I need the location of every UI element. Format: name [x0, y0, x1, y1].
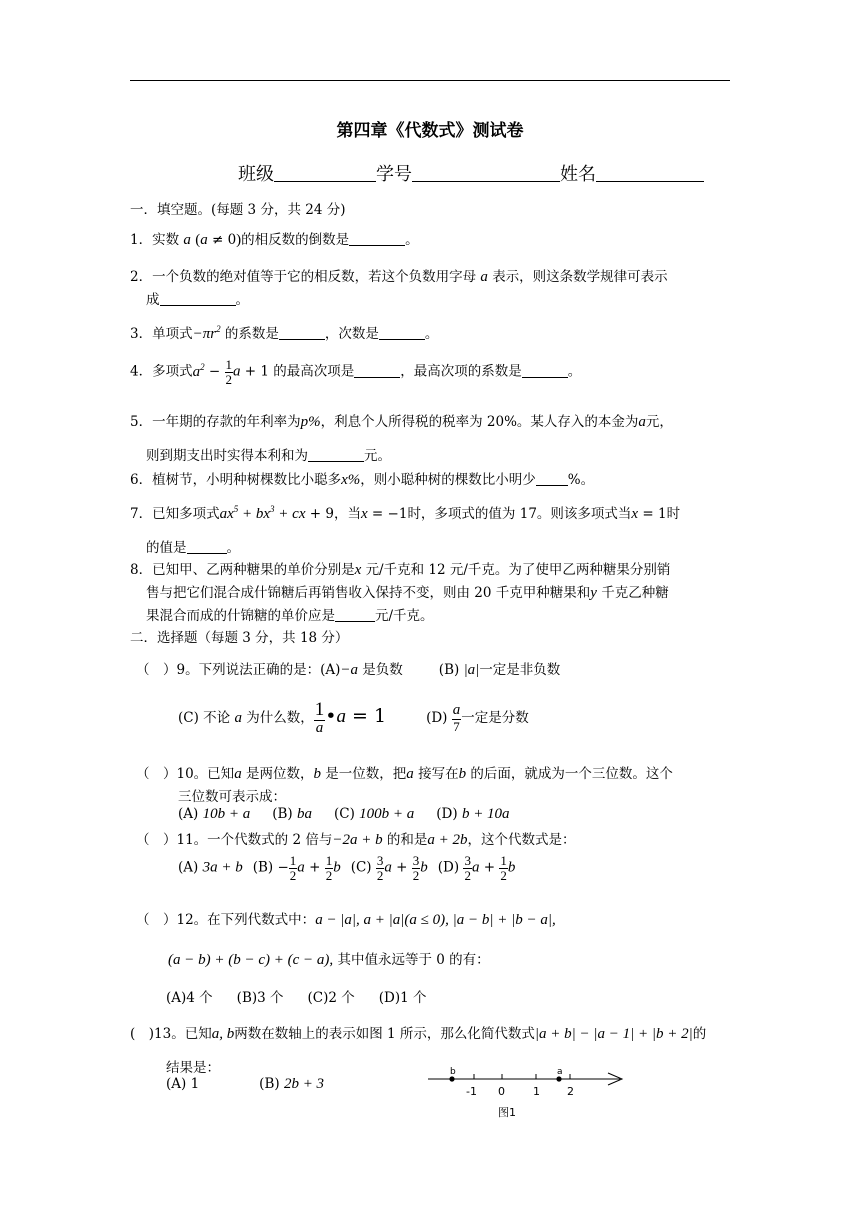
tick-label-0: 0	[498, 1085, 505, 1098]
question-10-line2: 三位数可表示成：	[178, 789, 286, 805]
question-7-line2: 的值是 。	[146, 540, 240, 556]
number-label: 学号	[376, 164, 412, 185]
class-blank[interactable]	[274, 163, 376, 182]
question-9-line1: （ ）9。下列说法正确的是：(A)−a 是负数 (B) |a|一定是非负数	[136, 662, 561, 678]
figure-caption: 图1	[498, 1106, 516, 1119]
question-13-line1: ( )13。已知a, b两数在数轴上的表示如图 1 所示，那么化简代数式|a + b| − |a − 1| + |b + 2|的	[130, 1026, 707, 1042]
question-12-line1: （ ）12。在下列代数式中：a − |a|, a + |a|(a ≤ 0), |a − b| + |b − a|,	[136, 912, 556, 928]
question-10-line1: （ ）10。已知a 是两位数，b 是一位数，把a 接写在b 的后面，就成为一个三位数。这个	[136, 766, 673, 782]
label-b: b	[450, 1067, 456, 1077]
question-8-line2: 售与把它们混合成什锦糖后再销售收入保持不变，则由 20 千克甲种糖果和y 千克乙种糖	[146, 585, 669, 601]
question-1: 1．实数 a (a ≠ 0)的相反数的倒数是 。	[130, 232, 419, 248]
q7-blank[interactable]	[187, 541, 227, 554]
label-a: a	[557, 1067, 563, 1077]
tick-label-2: 2	[567, 1085, 574, 1098]
section2-heading: 二．选择题（每题 3 分，共 18 分）	[130, 630, 349, 646]
question-2-line1: 2．一个负数的绝对值等于它的相反数，若这个负数用字母 a 表示，则这条数学规律可表示	[130, 269, 668, 285]
question-5-line1: 5．一年期的存款的年利率为p%，利息个人所得税的税率为 20%。某人存入的本金为a元，	[130, 414, 673, 430]
q3-blank-1[interactable]	[279, 327, 325, 340]
q4-blank-2[interactable]	[522, 365, 568, 378]
name-blank[interactable]	[596, 163, 704, 182]
question-5-line2: 则到期支出时实得本利和为 元。	[146, 448, 391, 464]
number-blank[interactable]	[412, 163, 560, 182]
question-8-line3: 果混合而成的什锦糖的单价应是 元/千克。	[146, 608, 434, 624]
question-13-options: (A) 1 (B) 2b + 3	[166, 1076, 325, 1092]
number-line-figure	[428, 1064, 628, 1124]
top-rule	[130, 80, 730, 81]
question-2-line2: 成 。	[146, 292, 249, 308]
point-b	[449, 1076, 454, 1081]
question-8-line1: 8．已知甲、乙两种糖果的单价分别是x 元/千克和 12 元/千克。为了使甲乙两种糖果分别销	[130, 562, 671, 578]
question-11: （ ）11。一个代数式的 2 倍与−2a + b 的和是a + 2b，这个代数式是：	[136, 832, 576, 848]
question-10-options: (A) 10b + a (B) ba (C) 100b + a (D) b + 10a	[178, 806, 510, 822]
q1-blank[interactable]	[349, 233, 405, 246]
class-label: 班级	[238, 164, 274, 185]
question-12-line2: (a − b) + (b − c) + (c − a), 其中值永远等于 0 的有：	[168, 952, 490, 968]
q3-blank-2[interactable]	[379, 327, 425, 340]
question-4: 4．多项式$a^2$ − $\frac{1}{2}$ a + 1 的最高次项是 ，最高次项的系数是 。	[130, 357, 582, 387]
question-12-options: (A)4 个 (B)3 个 (C)2 个 (D)1 个	[166, 990, 427, 1006]
question-9-line2: (C) 不论 a 为什么数， $\frac{1}{a}$ •a = 1 (D) $\frac{a}{7}$ 一定是分数	[178, 699, 529, 736]
q5-blank[interactable]	[308, 449, 364, 462]
question-3: 3．单项式$-\pi r^2$ 的系数是 ，次数是 。	[130, 324, 439, 342]
tick-label-1: 1	[533, 1085, 540, 1098]
q6-blank[interactable]	[536, 473, 568, 486]
question-13-line2: 结果是：	[166, 1060, 220, 1076]
student-info-row	[238, 160, 730, 186]
q2-blank[interactable]	[160, 293, 236, 306]
q4-blank-1[interactable]	[354, 365, 400, 378]
question-11-options: (A) 3a + b (B) − $\frac{1}{2}$ a + $\frac{1}{2}$ b (C) $\frac{3}{2}$ a + $\frac{3}{2}$ b (D) $\frac{3}{2}$ a + $\frac{1}{2}$ b	[178, 853, 516, 883]
question-6: 6．植树节，小明种树棵数比小聪多x%，则小聪种树的棵数比小明少 %。	[130, 472, 595, 488]
page-title: 第四章《代数式》测试卷	[336, 121, 524, 141]
name-label: 姓名	[560, 164, 596, 185]
question-7-line1: 7．已知多项式$ax^5 + bx^3$ + cx + 9，当x = −1时，多项式的值为 17。则该多项式当x = 1时	[130, 504, 681, 522]
q8-blank[interactable]	[335, 609, 375, 622]
tick-label-minus1: -1	[466, 1085, 477, 1098]
section1-heading: 一．填空题。(每题 3 分，共 24 分)	[130, 202, 346, 218]
point-a	[556, 1076, 561, 1081]
